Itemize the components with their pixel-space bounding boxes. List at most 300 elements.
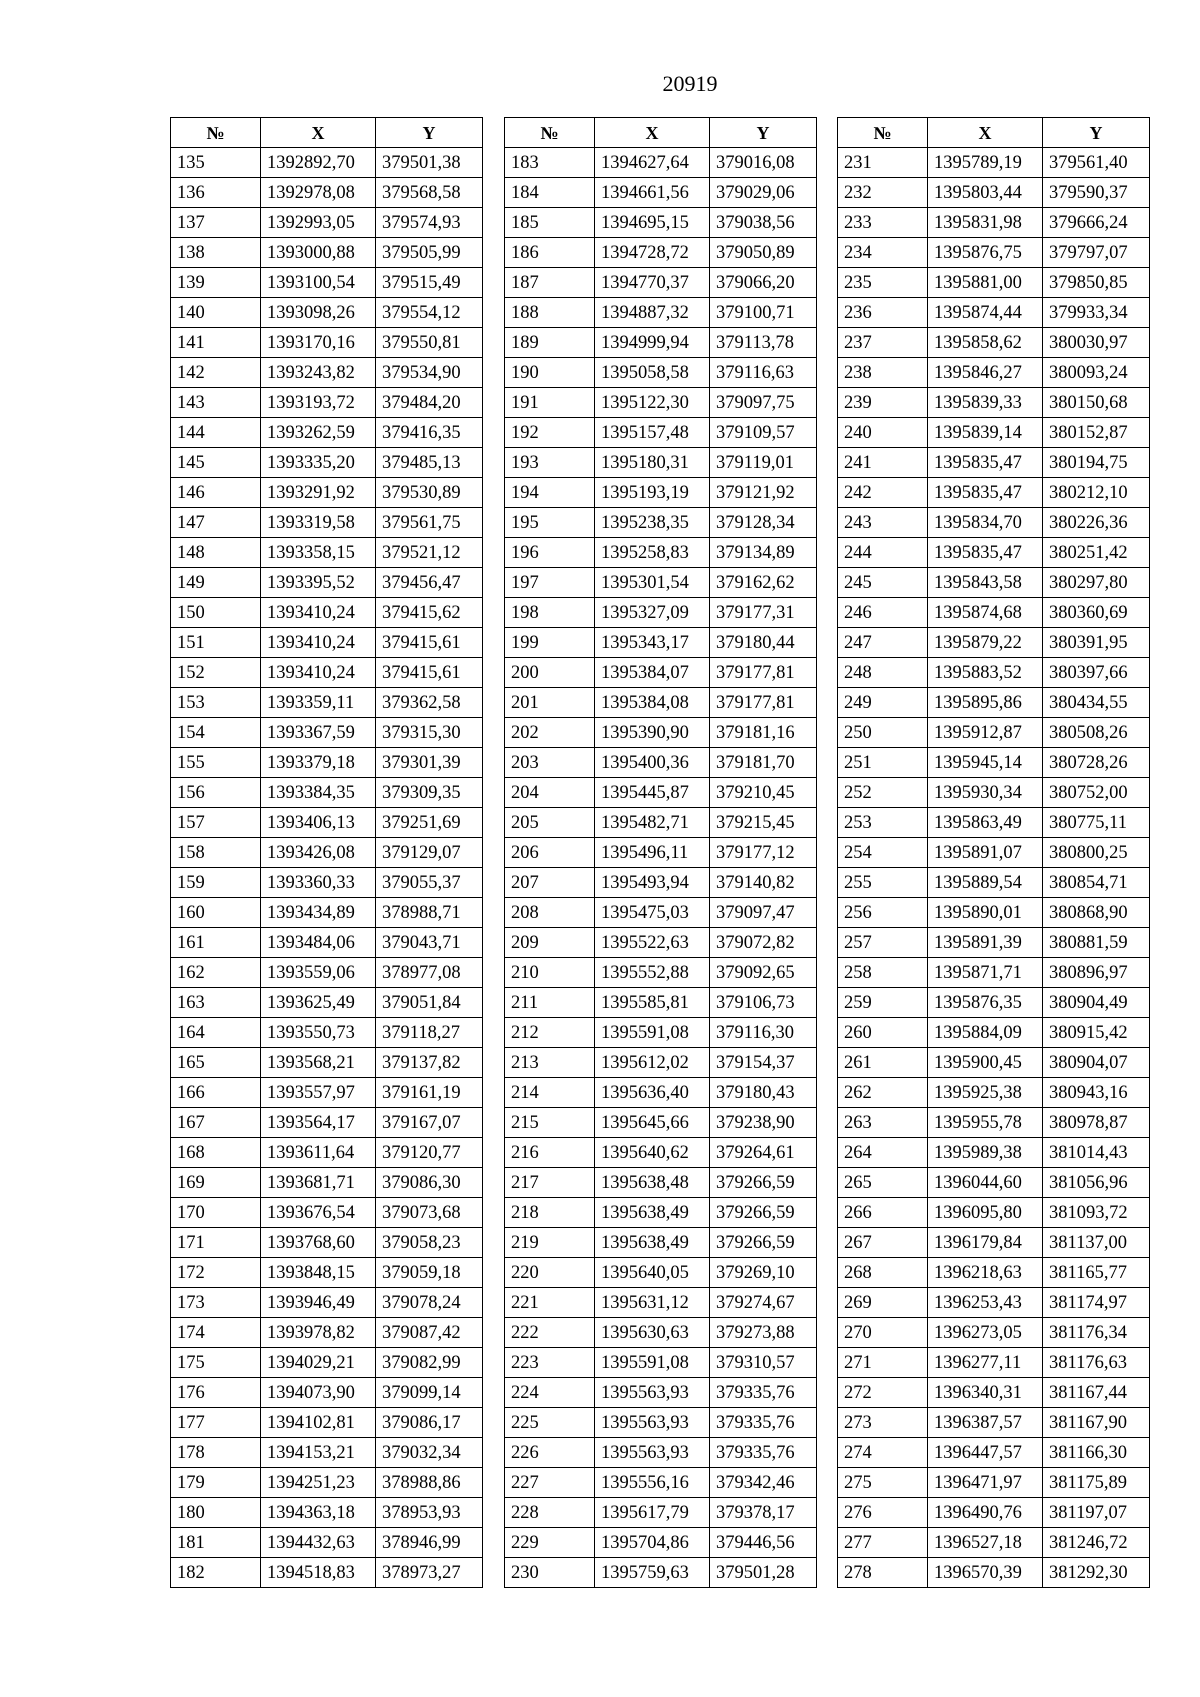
cell-x: 1392892,70	[261, 148, 376, 178]
table-row	[838, 1108, 1150, 1138]
cell-y: 379554,12	[376, 298, 483, 328]
cell-x: 1393568,21	[261, 1048, 376, 1078]
table-row	[838, 178, 1150, 208]
cell-y: 380943,16	[1043, 1078, 1150, 1108]
cell-y: 380904,07	[1043, 1048, 1150, 1078]
cell-y: 379134,89	[710, 538, 817, 568]
cell-number: 156	[171, 778, 261, 808]
cell-number: 225	[505, 1408, 595, 1438]
table-row	[505, 868, 817, 898]
cell-number: 229	[505, 1528, 595, 1558]
table-row	[171, 658, 483, 688]
cell-x: 1393358,15	[261, 538, 376, 568]
cell-x: 1395834,70	[928, 508, 1043, 538]
cell-number: 247	[838, 628, 928, 658]
cell-y: 380868,90	[1043, 898, 1150, 928]
cell-x: 1394661,56	[595, 178, 710, 208]
cell-x: 1395945,14	[928, 748, 1043, 778]
cell-y: 379016,08	[710, 148, 817, 178]
cell-x: 1395891,39	[928, 928, 1043, 958]
table-row	[838, 1408, 1150, 1438]
cell-x: 1395843,58	[928, 568, 1043, 598]
cell-x: 1395645,66	[595, 1108, 710, 1138]
cell-x: 1395390,90	[595, 718, 710, 748]
cell-number: 151	[171, 628, 261, 658]
cell-x: 1395636,40	[595, 1078, 710, 1108]
cell-y: 378953,93	[376, 1498, 483, 1528]
cell-number: 159	[171, 868, 261, 898]
table-row	[505, 238, 817, 268]
cell-number: 179	[171, 1468, 261, 1498]
cell-y: 381176,63	[1043, 1348, 1150, 1378]
cell-x: 1395493,94	[595, 868, 710, 898]
table-row	[171, 1378, 483, 1408]
cell-number: 203	[505, 748, 595, 778]
cell-x: 1393611,64	[261, 1138, 376, 1168]
cell-number: 177	[171, 1408, 261, 1438]
cell-y: 379082,99	[376, 1348, 483, 1378]
cell-x: 1395384,08	[595, 688, 710, 718]
table-row	[838, 598, 1150, 628]
table-row	[838, 1378, 1150, 1408]
cell-y: 381014,43	[1043, 1138, 1150, 1168]
table-row	[838, 1318, 1150, 1348]
cell-x: 1395482,71	[595, 808, 710, 838]
cell-number: 262	[838, 1078, 928, 1108]
cell-x: 1395883,52	[928, 658, 1043, 688]
table-row	[171, 1138, 483, 1168]
cell-y: 379113,78	[710, 328, 817, 358]
cell-y: 379154,37	[710, 1048, 817, 1078]
cell-number: 259	[838, 988, 928, 1018]
cell-x: 1394251,23	[261, 1468, 376, 1498]
table-row	[838, 328, 1150, 358]
cell-x: 1395556,16	[595, 1468, 710, 1498]
table-row	[838, 838, 1150, 868]
cell-x: 1395343,17	[595, 628, 710, 658]
table-row	[505, 1468, 817, 1498]
table-row	[171, 958, 483, 988]
cell-number: 149	[171, 568, 261, 598]
cell-number: 188	[505, 298, 595, 328]
cell-x: 1395522,63	[595, 928, 710, 958]
cell-y: 379238,90	[710, 1108, 817, 1138]
cell-y: 380150,68	[1043, 388, 1150, 418]
cell-y: 380904,49	[1043, 988, 1150, 1018]
cell-x: 1395630,63	[595, 1318, 710, 1348]
table-row	[171, 178, 483, 208]
cell-y: 379530,89	[376, 478, 483, 508]
table-row	[171, 538, 483, 568]
cell-x: 1393319,58	[261, 508, 376, 538]
table-row	[838, 1498, 1150, 1528]
cell-number: 171	[171, 1228, 261, 1258]
table-row	[505, 1348, 817, 1378]
cell-y: 379416,35	[376, 418, 483, 448]
table-row	[505, 1288, 817, 1318]
cell-y: 379484,20	[376, 388, 483, 418]
cell-x: 1395638,49	[595, 1228, 710, 1258]
cell-x: 1395789,19	[928, 148, 1043, 178]
cell-y: 379180,43	[710, 1078, 817, 1108]
cell-y: 379342,46	[710, 1468, 817, 1498]
cell-y: 379059,18	[376, 1258, 483, 1288]
cell-x: 1396471,97	[928, 1468, 1043, 1498]
table-row	[838, 958, 1150, 988]
table-row	[171, 298, 483, 328]
cell-y: 379501,38	[376, 148, 483, 178]
cell-number: 261	[838, 1048, 928, 1078]
table-row	[505, 328, 817, 358]
cell-y: 379055,37	[376, 868, 483, 898]
cell-y: 380775,11	[1043, 808, 1150, 838]
cell-x: 1393559,06	[261, 958, 376, 988]
cell-y: 380212,10	[1043, 478, 1150, 508]
cell-x: 1396277,11	[928, 1348, 1043, 1378]
cell-number: 205	[505, 808, 595, 838]
cell-x: 1395638,49	[595, 1198, 710, 1228]
cell-y: 379933,34	[1043, 298, 1150, 328]
table-row	[505, 1258, 817, 1288]
cell-number: 154	[171, 718, 261, 748]
column-header-x: X	[928, 118, 1043, 148]
table-row	[171, 778, 483, 808]
table-row	[838, 388, 1150, 418]
cell-y: 378977,08	[376, 958, 483, 988]
table-row	[838, 148, 1150, 178]
cell-number: 217	[505, 1168, 595, 1198]
table-row	[171, 1018, 483, 1048]
cell-number: 169	[171, 1168, 261, 1198]
cell-number: 241	[838, 448, 928, 478]
cell-number: 256	[838, 898, 928, 928]
cell-x: 1392978,08	[261, 178, 376, 208]
column-header-y: Y	[1043, 118, 1150, 148]
table-row	[505, 808, 817, 838]
table-row	[171, 148, 483, 178]
table-row	[838, 1198, 1150, 1228]
table-row	[505, 1168, 817, 1198]
column-header-number: №	[171, 118, 261, 148]
cell-x: 1395839,33	[928, 388, 1043, 418]
cell-number: 208	[505, 898, 595, 928]
cell-x: 1395617,79	[595, 1498, 710, 1528]
cell-x: 1395193,19	[595, 478, 710, 508]
cell-number: 266	[838, 1198, 928, 1228]
table-header-row	[838, 118, 1150, 148]
cell-y: 379335,76	[710, 1408, 817, 1438]
cell-number: 178	[171, 1438, 261, 1468]
cell-x: 1394518,83	[261, 1558, 376, 1588]
cell-x: 1394728,72	[595, 238, 710, 268]
cell-x: 1394627,64	[595, 148, 710, 178]
table-row	[838, 1078, 1150, 1108]
cell-y: 381292,30	[1043, 1558, 1150, 1588]
table-row	[505, 778, 817, 808]
table-row	[505, 928, 817, 958]
table-row	[838, 508, 1150, 538]
table-row	[505, 1318, 817, 1348]
cell-y: 379568,58	[376, 178, 483, 208]
cell-number: 191	[505, 388, 595, 418]
cell-number: 253	[838, 808, 928, 838]
cell-number: 218	[505, 1198, 595, 1228]
cell-x: 1395835,47	[928, 538, 1043, 568]
cell-y: 379251,69	[376, 808, 483, 838]
cell-number: 141	[171, 328, 261, 358]
table-row	[505, 538, 817, 568]
cell-y: 380030,97	[1043, 328, 1150, 358]
cell-x: 1395591,08	[595, 1018, 710, 1048]
cell-number: 199	[505, 628, 595, 658]
table-row	[838, 1438, 1150, 1468]
cell-x: 1395180,31	[595, 448, 710, 478]
table-row	[838, 1168, 1150, 1198]
table-row	[171, 268, 483, 298]
cell-y: 379850,85	[1043, 268, 1150, 298]
table-row	[505, 178, 817, 208]
cell-x: 1394363,18	[261, 1498, 376, 1528]
table-row	[838, 1528, 1150, 1558]
cell-y: 379315,30	[376, 718, 483, 748]
table-row	[171, 928, 483, 958]
cell-number: 214	[505, 1078, 595, 1108]
cell-x: 1395445,87	[595, 778, 710, 808]
cell-number: 265	[838, 1168, 928, 1198]
cell-y: 379505,99	[376, 238, 483, 268]
cell-x: 1395881,00	[928, 268, 1043, 298]
cell-x: 1394999,94	[595, 328, 710, 358]
cell-number: 212	[505, 1018, 595, 1048]
cell-number: 248	[838, 658, 928, 688]
cell-number: 140	[171, 298, 261, 328]
cell-number: 207	[505, 868, 595, 898]
page-number: 20919	[662, 71, 718, 96]
cell-number: 201	[505, 688, 595, 718]
cell-number: 226	[505, 1438, 595, 1468]
cell-x: 1396447,57	[928, 1438, 1043, 1468]
cell-number: 237	[838, 328, 928, 358]
cell-x: 1395400,36	[595, 748, 710, 778]
cell-y: 380508,26	[1043, 718, 1150, 748]
cell-number: 187	[505, 268, 595, 298]
cell-y: 379485,13	[376, 448, 483, 478]
cell-number: 158	[171, 838, 261, 868]
cell-y: 380800,25	[1043, 838, 1150, 868]
cell-x: 1395831,98	[928, 208, 1043, 238]
cell-x: 1395912,87	[928, 718, 1043, 748]
cell-y: 379215,45	[710, 808, 817, 838]
cell-y: 379264,61	[710, 1138, 817, 1168]
table-row	[838, 568, 1150, 598]
column-header-x: X	[595, 118, 710, 148]
cell-number: 211	[505, 988, 595, 1018]
cell-x: 1395884,09	[928, 1018, 1043, 1048]
cell-x: 1393395,52	[261, 568, 376, 598]
cell-y: 379266,59	[710, 1168, 817, 1198]
cell-x: 1395874,44	[928, 298, 1043, 328]
cell-y: 379162,62	[710, 568, 817, 598]
cell-y: 379050,89	[710, 238, 817, 268]
cell-x: 1395876,35	[928, 988, 1043, 1018]
cell-number: 164	[171, 1018, 261, 1048]
cell-number: 243	[838, 508, 928, 538]
cell-x: 1395384,07	[595, 658, 710, 688]
cell-number: 185	[505, 208, 595, 238]
cell-number: 170	[171, 1198, 261, 1228]
table-row	[838, 538, 1150, 568]
cell-y: 379073,68	[376, 1198, 483, 1228]
cell-y: 379550,81	[376, 328, 483, 358]
cell-x: 1395835,47	[928, 478, 1043, 508]
cell-number: 249	[838, 688, 928, 718]
cell-number: 162	[171, 958, 261, 988]
cell-y: 380297,80	[1043, 568, 1150, 598]
cell-number: 202	[505, 718, 595, 748]
cell-x: 1395858,62	[928, 328, 1043, 358]
table-body	[505, 148, 817, 1588]
cell-number: 160	[171, 898, 261, 928]
cell-x: 1395258,83	[595, 538, 710, 568]
table-row	[171, 448, 483, 478]
cell-x: 1395891,07	[928, 838, 1043, 868]
cell-x: 1394073,90	[261, 1378, 376, 1408]
cell-y: 378946,99	[376, 1528, 483, 1558]
table-row	[505, 358, 817, 388]
cell-number: 204	[505, 778, 595, 808]
table-row	[838, 868, 1150, 898]
table-row	[505, 748, 817, 778]
table-row	[171, 808, 483, 838]
table-row	[505, 448, 817, 478]
cell-y: 380251,42	[1043, 538, 1150, 568]
cell-y: 379446,56	[710, 1528, 817, 1558]
cell-number: 147	[171, 508, 261, 538]
cell-number: 245	[838, 568, 928, 598]
cell-x: 1395496,11	[595, 838, 710, 868]
cell-x: 1396490,76	[928, 1498, 1043, 1528]
table-row	[838, 268, 1150, 298]
cell-x: 1395900,45	[928, 1048, 1043, 1078]
cell-number: 274	[838, 1438, 928, 1468]
cell-y: 379097,47	[710, 898, 817, 928]
cell-y: 379038,56	[710, 208, 817, 238]
cell-number: 223	[505, 1348, 595, 1378]
cell-x: 1393384,35	[261, 778, 376, 808]
cell-x: 1393410,24	[261, 598, 376, 628]
cell-x: 1395876,75	[928, 238, 1043, 268]
table-row	[171, 208, 483, 238]
cell-x: 1393359,11	[261, 688, 376, 718]
cell-y: 379561,75	[376, 508, 483, 538]
cell-y: 379128,34	[710, 508, 817, 538]
cell-y: 379116,30	[710, 1018, 817, 1048]
cell-x: 1393100,54	[261, 268, 376, 298]
cell-y: 379561,40	[1043, 148, 1150, 178]
cell-y: 379066,20	[710, 268, 817, 298]
cell-x: 1393291,92	[261, 478, 376, 508]
table-row	[171, 1348, 483, 1378]
cell-y: 379029,06	[710, 178, 817, 208]
table-row	[171, 748, 483, 778]
cell-x: 1393484,06	[261, 928, 376, 958]
cell-number: 168	[171, 1138, 261, 1168]
cell-number: 246	[838, 598, 928, 628]
table-row	[505, 148, 817, 178]
cell-number: 273	[838, 1408, 928, 1438]
table-row	[505, 598, 817, 628]
cell-y: 379086,30	[376, 1168, 483, 1198]
table-row	[171, 1288, 483, 1318]
cell-number: 161	[171, 928, 261, 958]
table-row	[171, 1168, 483, 1198]
cell-x: 1395989,38	[928, 1138, 1043, 1168]
cell-number: 146	[171, 478, 261, 508]
cell-x: 1394029,21	[261, 1348, 376, 1378]
cell-y: 380728,26	[1043, 748, 1150, 778]
cell-y: 379273,88	[710, 1318, 817, 1348]
cell-x: 1395563,93	[595, 1408, 710, 1438]
table-row	[838, 1288, 1150, 1318]
cell-x: 1392993,05	[261, 208, 376, 238]
cell-x: 1395631,12	[595, 1288, 710, 1318]
cell-number: 252	[838, 778, 928, 808]
column-header-number: №	[838, 118, 928, 148]
cell-x: 1395890,01	[928, 898, 1043, 928]
cell-y: 379415,62	[376, 598, 483, 628]
table-row	[838, 658, 1150, 688]
cell-y: 381176,34	[1043, 1318, 1150, 1348]
cell-y: 379456,47	[376, 568, 483, 598]
cell-y: 379181,70	[710, 748, 817, 778]
cell-x: 1395871,71	[928, 958, 1043, 988]
table-row	[171, 358, 483, 388]
cell-x: 1395704,86	[595, 1528, 710, 1558]
table-row	[171, 1438, 483, 1468]
cell-y: 379378,17	[710, 1498, 817, 1528]
cell-x: 1393410,24	[261, 658, 376, 688]
cell-x: 1394102,81	[261, 1408, 376, 1438]
table-row	[171, 1198, 483, 1228]
table-row	[505, 1078, 817, 1108]
cell-x: 1393243,82	[261, 358, 376, 388]
cell-x: 1393434,89	[261, 898, 376, 928]
cell-number: 260	[838, 1018, 928, 1048]
table-row	[171, 988, 483, 1018]
cell-x: 1396387,57	[928, 1408, 1043, 1438]
cell-y: 379335,76	[710, 1438, 817, 1468]
cell-x: 1393000,88	[261, 238, 376, 268]
cell-x: 1394695,15	[595, 208, 710, 238]
cell-x: 1395879,22	[928, 628, 1043, 658]
table-row	[838, 478, 1150, 508]
table-row	[171, 1408, 483, 1438]
cell-number: 197	[505, 568, 595, 598]
cell-x: 1394153,21	[261, 1438, 376, 1468]
cell-y: 379058,23	[376, 1228, 483, 1258]
table-row	[505, 688, 817, 718]
table-row	[171, 1048, 483, 1078]
cell-y: 381197,07	[1043, 1498, 1150, 1528]
cell-number: 258	[838, 958, 928, 988]
cell-y: 379120,77	[376, 1138, 483, 1168]
cell-number: 235	[838, 268, 928, 298]
cell-number: 144	[171, 418, 261, 448]
table-row	[505, 1378, 817, 1408]
cell-x: 1395638,48	[595, 1168, 710, 1198]
table-row	[171, 1498, 483, 1528]
cell-y: 379116,63	[710, 358, 817, 388]
